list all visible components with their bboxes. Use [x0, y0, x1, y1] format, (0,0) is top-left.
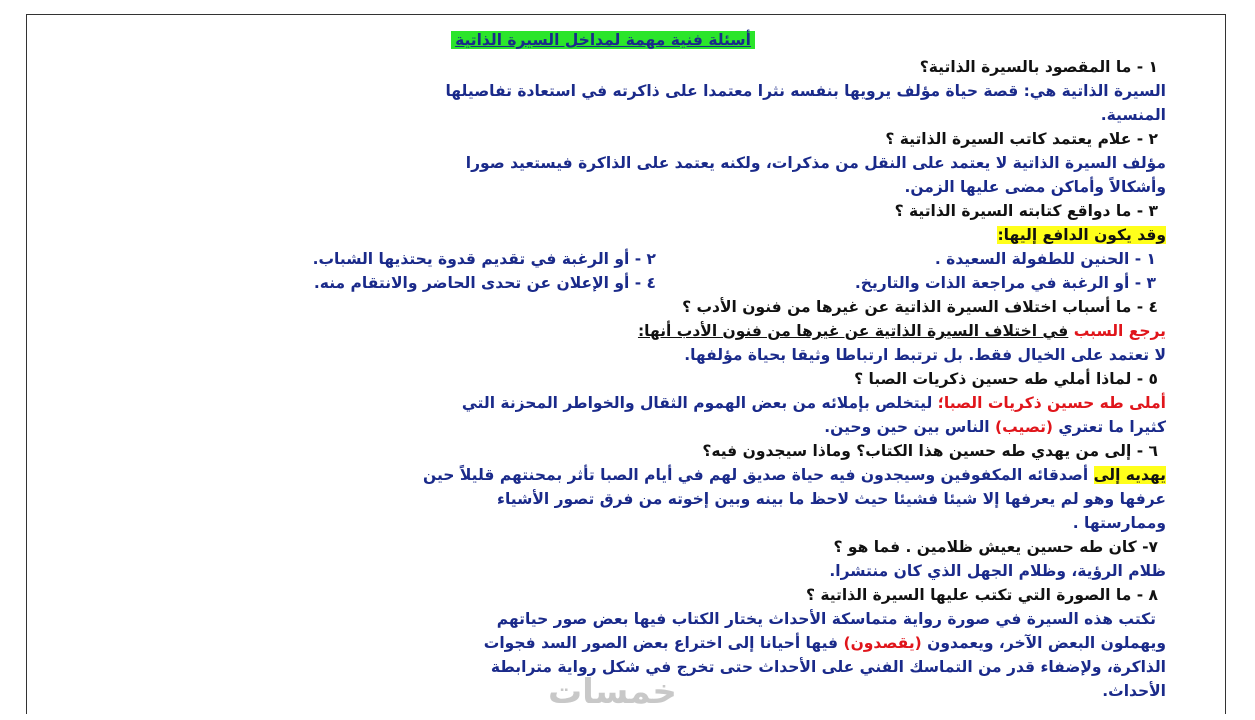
question-1: ١ - ما المقصود بالسيرة الذاتية؟ — [919, 58, 1158, 76]
question-4: ٤ - ما أسباب اختلاف السيرة الذاتية عن غيرها من فنون الأدب ؟ — [682, 298, 1158, 316]
answer-7: ظلام الرؤية، وظلام الجهل الذي كان منتشرا. — [829, 562, 1166, 580]
answer-5-red: أملى طه حسين ذكريات الصبا؛ — [937, 394, 1166, 412]
answer-8-line-3: الذاكرة، ولإضفاء قدر من التماسك الفني على الأحداث حتى تخرج في شكل رواية مترابطة — [490, 658, 1166, 676]
question-8: ٨ - ما الصورة التي تكتب عليها السيرة الذاتية ؟ — [805, 586, 1158, 604]
answer-6-rest: أصدقائه المكفوفين وسيجدون فيه حياة صديق لهم في أيام الصبا تأثر بمحنتهم قليلاً حين — [423, 466, 1089, 484]
answer-8-line-4: الأحداث. — [1102, 682, 1166, 700]
document-body — [48, 30, 1166, 703]
document-title: أسئلة فنية مهمة لمداخل السيرة الذاتية — [451, 31, 755, 49]
answer-5-line-2-a: كثيرا ما تعتري — [1058, 418, 1166, 436]
motives-label-row — [48, 223, 1166, 247]
motive-4: ٤ - أو الإعلان عن تحدى الحاضر والانتقام منه. — [313, 274, 656, 292]
question-7: ٧- كان طه حسين يعيش ظلامين . فما هو ؟ — [833, 538, 1158, 556]
motive-3: ٣ - أو الرغبة في مراجعة الذات والتاريخ. — [854, 274, 1156, 292]
motive-2: ٢ - أو الرغبة في تقديم قدوة يحتذيها الشباب. — [312, 250, 656, 268]
answer-4-red: يرجع السبب — [1073, 322, 1166, 340]
motives-label: وقد يكون الدافع إليها: — [997, 226, 1166, 244]
answer-8-gloss: (يقصدون) — [843, 634, 922, 652]
answer-5-gloss: (تصيب) — [995, 418, 1054, 436]
motive-1: ١ - الحنين للطفولة السعيدة . — [934, 250, 1156, 268]
answer-1-line-2: المنسية. — [1100, 106, 1166, 124]
answer-5-rest: ليتخلص بإملائه من بعض الهموم الثقال والخواطر المحزنة التي — [461, 394, 933, 412]
answer-6-line-3: وممارستها . — [1072, 514, 1166, 532]
question-5: ٥ - لماذا أملي طه حسين ذكريات الصبا ؟ — [854, 370, 1158, 388]
answer-4-line-2: لا تعتمد على الخيال فقط. بل ترتبط ارتباطا وثيقا بحياة مؤلفها. — [684, 346, 1166, 364]
answer-5-line-1 — [48, 391, 1166, 415]
motives-row-1 — [48, 247, 1166, 271]
answer-4-line-1 — [48, 319, 1166, 343]
answer-5-line-2-b: الناس بين حين وحين. — [824, 418, 990, 436]
title-row — [48, 30, 1166, 49]
answer-2-line-1: مؤلف السيرة الذاتية لا يعتمد على النقل من مذكرات، ولكنه يعتمد على الذاكرة فيستعيد صورا — [465, 154, 1166, 172]
question-3: ٣ - ما دواقع كتابته السيرة الذاتية ؟ — [894, 202, 1158, 220]
answer-6-line-1 — [48, 463, 1166, 487]
answer-1-line-1: السيرة الذاتية هي: قصة حياة مؤلف يرويها بنفسه نثرا معتمدا على ذاكرته في استعادة تفاصيلها — [445, 82, 1166, 100]
answer-2-line-2: وأشكالاً وأماكن مضى عليها الزمن. — [904, 178, 1166, 196]
answer-8-line-2-b: فيها أحيانا إلى اختراع بعض الصور السد فجوات — [483, 634, 839, 652]
answer-8-line-2-a: ويهملون البعض الآخر، ويعمدون — [927, 634, 1166, 652]
answer-6-highlight: يهديه إلى — [1093, 466, 1166, 484]
answer-8-line-1: تكتب هذه السيرة في صورة رواية متماسكة الأحداث يختار الكتاب فيها بعض صور حياتهم — [496, 610, 1156, 628]
answer-8-line-2 — [48, 631, 1166, 655]
motives-row-2 — [48, 271, 1166, 295]
answer-6-line-2: عرفها وهو لم يعرفها إلا شيئا فشيئا حيث لاحظ ما بينه وبين إخوته من فرق تصور الأشياء — [497, 490, 1166, 508]
answer-4-underlined: في اختلاف السيرة الذاتية عن غيرها من فنون الأدب أنها: — [637, 322, 1069, 340]
answer-5-line-2 — [48, 415, 1166, 439]
watermark-logo: خمسات — [548, 672, 677, 712]
question-2: ٢ - علام يعتمد كاتب السيرة الذاتية ؟ — [885, 130, 1158, 148]
question-6: ٦ - إلى من يهدي طه حسين هذا الكتاب؟ وماذا سيجدون فيه؟ — [702, 442, 1158, 460]
